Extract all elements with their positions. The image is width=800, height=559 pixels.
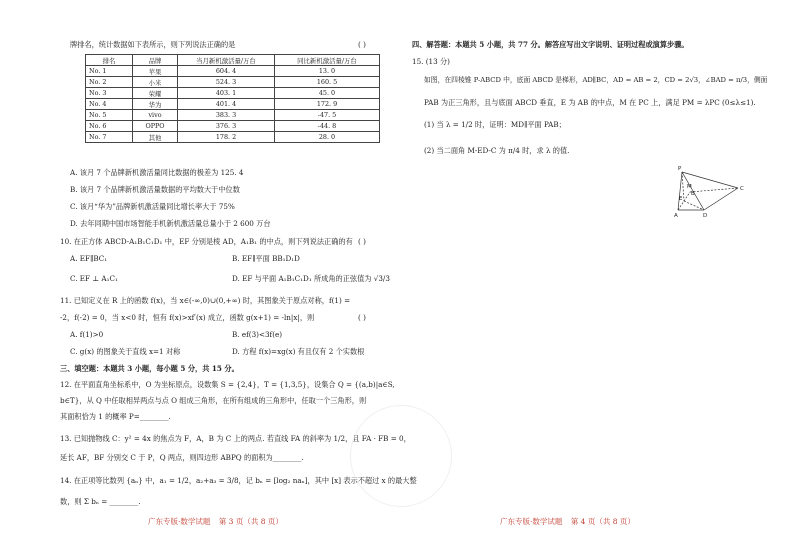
table-cell: vivo (133, 110, 178, 121)
q11-option-b: B. ef(3)<3f(e) (232, 330, 283, 339)
table-cell: OPPO (133, 121, 178, 132)
table-cell: No. 3 (86, 88, 133, 99)
q15-line1: 如图，在四棱锥 P-ABCD 中，底面 ABCD 是梯形，AD∥BC，AD = AB = 2，CD = 2√3，∠BAD = π/3，侧面 (424, 76, 768, 84)
q12-line2: b∈T}，从 Q 中任取相异两点与点 O 组成三角形，在所有组成的三角形中，任取一个三角形，则 (60, 396, 367, 405)
table-cell: 524. 3 (178, 77, 275, 88)
table-row (86, 121, 380, 132)
q14-line1: 14. 在正项等比数列 {aₙ} 中，a₁ = 1/2，a₂+a₃ = 3/8，记 bₙ = [log₂ naₙ]，其中 [x] 表示不超过 x 的最大整 (60, 476, 417, 485)
fig-label-c: C (740, 186, 744, 192)
table-header: 排名 (86, 55, 133, 66)
q15-line2: PAB 为正三角形，且与底面 ABCD 垂直，E 为 AB 的中点，M 在 PC 上，满足 PM = λPC (0≤λ≤1). (424, 98, 756, 107)
table-cell: 28. 0 (275, 132, 380, 143)
q9-option-c: C. 该月“华为”品牌新机激活量同比增长率大于 75% (70, 202, 235, 211)
footer-page: 第 4 页（共 8 页） (570, 517, 635, 526)
fig-label-p: P (678, 166, 682, 172)
q14-line2: 数，则 Σ bₙ = ________. (60, 497, 141, 506)
q11-stem-line1: 11. 已知定义在 R 上的函数 f(x)，当 x∈(-∞,0)∪(0,+∞) 时，其图象关于原点对称，f(1) = (60, 296, 351, 305)
table-cell: 苹果 (133, 66, 178, 77)
table-cell: No. 6 (86, 121, 133, 132)
footer-page: 第 3 页（共 8 页） (218, 517, 283, 526)
q15-part2: (2) 当二面角 M-ED-C 为 π/4 时，求 λ 的值. (424, 146, 570, 155)
table-row (86, 110, 380, 121)
table-cell: 604. 4 (178, 66, 275, 77)
q9-option-b: B. 该月 7 个品牌新机激活量数据的平均数大于中位数 (70, 185, 240, 194)
q10-option-b: B. EF∥平面 BB₁D₁D (232, 254, 300, 263)
fig-label-b: B (691, 191, 695, 197)
q10-option-c: C. EF ⊥ A₁C₁ (70, 274, 118, 283)
table-cell: 178. 2 (178, 132, 275, 143)
table-cell: No. 4 (86, 99, 133, 110)
table-cell: 小米 (133, 77, 178, 88)
pyramid-figure (668, 162, 752, 224)
table-cell: 其他 (133, 132, 178, 143)
footer-title: 广东专版·数学试题 (148, 517, 211, 526)
q10-option-d: D. EF 与平面 A₁B₁C₁D₁ 所成角的正弦值为 √3/3 (232, 274, 390, 283)
q11-bracket: ( ) (358, 313, 366, 322)
fig-label-a: A (674, 213, 678, 219)
table-cell: No. 2 (86, 77, 133, 88)
q12-line1: 12. 在平面直角坐标系中，O 为坐标原点，设数集 S = {2,4}，T = {1,3,5}，设集合 Q = {(a,b)|a∈S, (60, 380, 395, 389)
table-cell: 160. 5 (275, 77, 380, 88)
q15-header: 15. (13 分) (412, 57, 450, 66)
table-cell: 172. 9 (275, 99, 380, 110)
table-cell: No. 7 (86, 132, 133, 143)
q15-part1: (1) 当 λ = 1/2 时，证明：MD∥平面 PAB； (424, 120, 566, 129)
table-cell: 荣耀 (133, 88, 178, 99)
table-row (86, 132, 380, 143)
table-header: 当月新机激活量/万台 (178, 55, 275, 66)
fig-label-e: E (679, 196, 683, 202)
table-cell: -47. 5 (275, 110, 380, 121)
q11-stem-line2: -2，f(-2) = 0，当 x<0 时，恒有 f(x)>xf′(x) 成立，函数 g(x+1) = -ln|x|，则 (60, 313, 315, 322)
table-row (86, 99, 380, 110)
table-row (86, 77, 380, 88)
table-cell: No. 5 (86, 110, 133, 121)
section-4-heading: 四、解答题：本题共 5 小题，共 77 分。解答应写出文字说明、证明过程或演算步骤。 (412, 40, 689, 49)
page-4 (400, 0, 800, 559)
table-cell: 401. 4 (178, 99, 275, 110)
ranking-table (85, 54, 380, 143)
footer-right (500, 516, 635, 527)
q13-line1: 13. 已知抛物线 C：y² = 4x 的焦点为 F，A，B 为 C 上的两点. 若直线 FA 的斜率为 1/2，且 FA · FB = 0， (60, 434, 411, 443)
q10-bracket: ( ) (358, 237, 366, 246)
table-row (86, 88, 380, 99)
q9-option-d: D. 去年同期中国市场智能手机新机激活量总量小于 2 600 万台 (70, 219, 271, 228)
footer-left (148, 516, 283, 527)
q13-line2: 延长 AF，BF 分别交 C 于 P，Q 两点，则四边形 ABPQ 的面积为________. (60, 453, 304, 462)
table-row (86, 66, 380, 77)
footer-title: 广东专版·数学试题 (500, 517, 563, 526)
q11-option-a: A. f(1)>0 (70, 330, 104, 339)
table-cell: No. 1 (86, 66, 133, 77)
q10-option-a: A. EF∥BC₁ (70, 254, 108, 263)
fig-label-d: D (703, 213, 708, 219)
table-cell: 45. 0 (275, 88, 380, 99)
q11-option-c: C. g(x) 的图象关于直线 x=1 对称 (70, 347, 181, 356)
q10-stem: 10. 在正方体 ABCD-A₁B₁C₁D₁ 中，EF 分别是棱 AD，A₁B₁ 的中点，则下列说法正确的有 (60, 237, 353, 246)
q9-bracket: ( ) (358, 40, 366, 49)
q12-line3: 其面积恰为 1 的概率 P=________. (60, 412, 171, 421)
table-cell: 华为 (133, 99, 178, 110)
table-cell: 403. 1 (178, 88, 275, 99)
q11-option-d: D. 方程 f(x)=xg(x) 有且仅有 2 个实数根 (232, 347, 365, 356)
table-cell: 13. 0 (275, 66, 380, 77)
table-header: 同比新机激活量/万台 (275, 55, 380, 66)
q9-stem: 牌排名，统计数据如下表所示，则下列说法正确的是 (70, 40, 236, 49)
table-header-row (86, 55, 380, 66)
table-header: 品牌 (133, 55, 178, 66)
section-3-heading: 三、填空题：本题共 3 小题，每小题 5 分，共 15 分。 (60, 364, 239, 373)
table-cell: 383. 3 (178, 110, 275, 121)
table-cell: -44. 8 (275, 121, 380, 132)
fig-label-m: M (687, 184, 692, 190)
table-cell: 376. 3 (178, 121, 275, 132)
q9-option-a: A. 该月 7 个品牌新机激活量同比数据的极差为 125. 4 (70, 168, 244, 177)
